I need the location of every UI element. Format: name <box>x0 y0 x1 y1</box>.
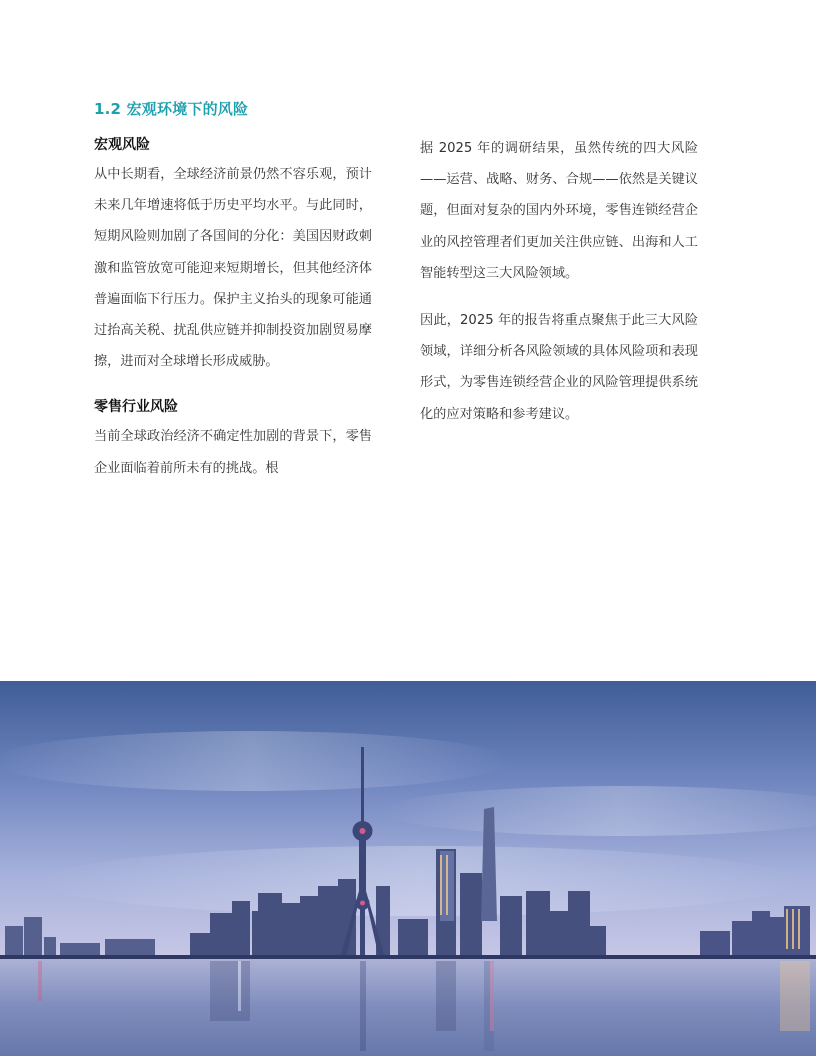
city-skyline-photo <box>0 681 816 1056</box>
macro-risk-paragraph: 从中长期看，全球经济前景仍然不容乐观，预计未来几年增速将低于历史平均水平。与此同时，短期风险则加剧了各国间的分化：美国因财政刺激和监管放宽可能迎来短期增长，但其他经济体普遍面临下行压力。保护主义抬头的现象可能通过抬高关税、扰乱供应链并抑制投资加剧贸易摩擦，进而对全球增长形成威胁。 <box>94 167 372 370</box>
report-focus-paragraph: 因此，2025 年的报告将重点聚焦于此三大风险领域，详细分析各风险领域的具体风险项和表现形式，为零售连锁经营企业的风险管理提供系统化的应对策略和参考建议。 <box>420 313 698 422</box>
right-column <box>420 133 698 430</box>
retail-risk-heading: 零售行业风险 <box>94 399 178 416</box>
retail-risk-paragraph: 当前全球政治经济不确定性加剧的背景下，零售企业面临着前所未有的挑战。根 <box>94 429 372 476</box>
left-column <box>94 133 372 484</box>
macro-risk-heading: 宏观风险 <box>94 137 150 153</box>
survey-results-paragraph: 据 2025 年的调研结果，虽然传统的四大风险——运营、战略、财务、合规——依然是关键议题，但面对复杂的国内外环境，零售连锁经营企业的风控管理者们更加关注供应链、出海和人工智能转型这三大风险领域。 <box>420 141 698 281</box>
section-title: 1.2 宏观环境下的风险 <box>94 100 249 118</box>
